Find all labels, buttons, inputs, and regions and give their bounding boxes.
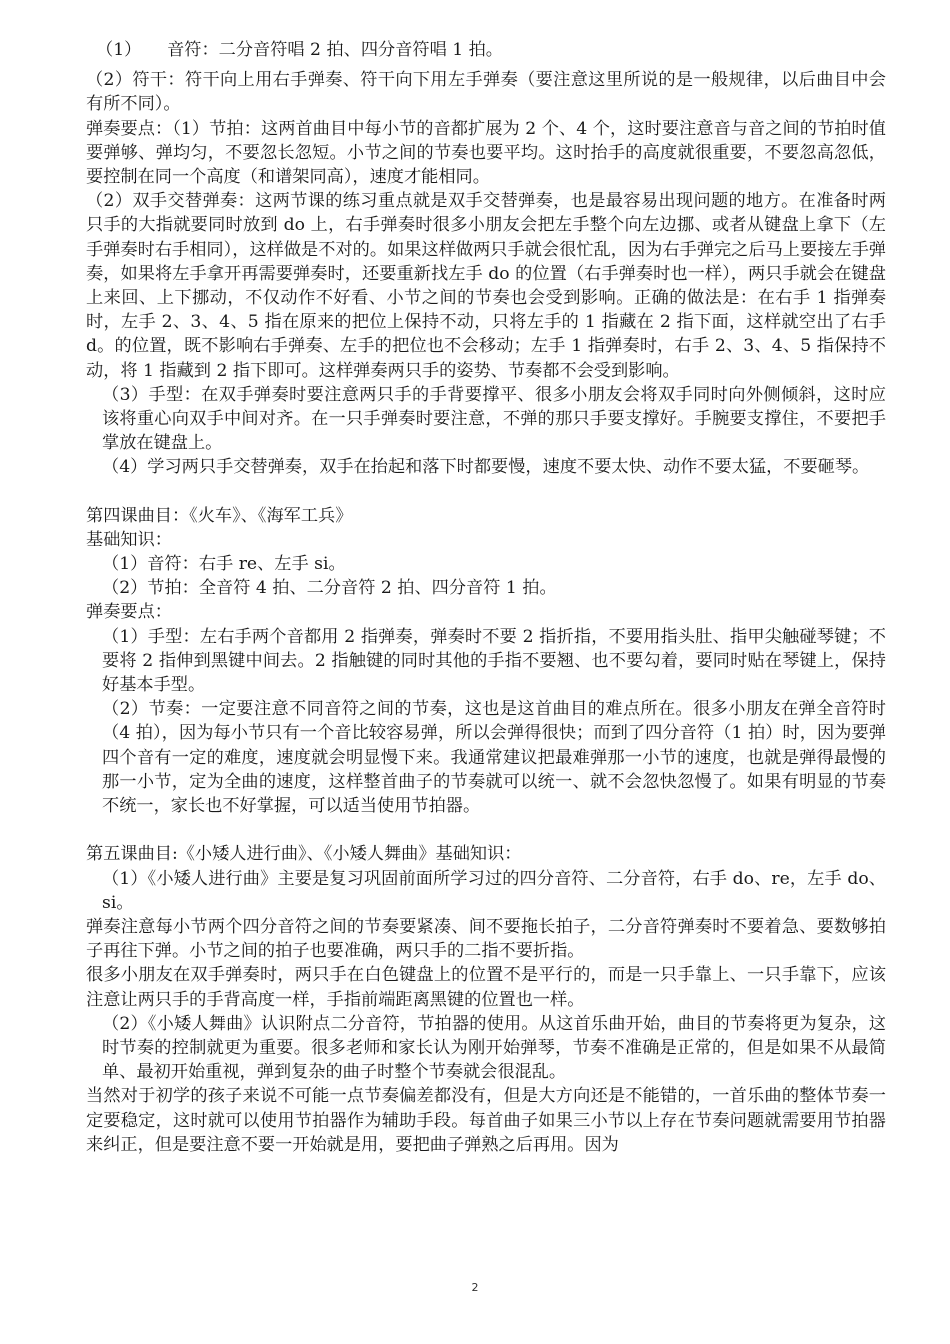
basic-knowledge-heading: 基础知识： <box>86 529 172 550</box>
paragraph-playing-attention: 弹奏注意每小节两个四分音符之间的节奏要紧凑、间不要拖长拍子，二分音符弹奏时不要着急、要数够拍子再往下弹。小节之间的拍子也要准确，两只手的二指不要折指。 <box>86 916 886 962</box>
lesson-5-heading: 第五课曲目:《小矮人进行曲》、《小矮人舞曲》基础知识： <box>86 844 522 865</box>
paragraph-dwarf-march: （1）《小矮人进行曲》主要是复习巩固前面所学习过的四分音符、二分音符，右手 do、re，左手 do、si。 <box>102 868 886 913</box>
page-number: 2 <box>471 1281 479 1294</box>
paragraph-lesson4-hand-shape: （1）手型：左右手两个音都用 2 指弹奏，弹奏时不要 2 指折指，不要用指头肚、指甲尖触碰琴键；不要将 2 指伸到黑键中间去。2 指触键的同时其他的手指不要翘、也不要勾着，要同时贴在琴键上，保持好基本手型。 <box>102 626 886 696</box>
paragraph-lesson4-rhythm: （2）节奏：一定要注意不同音符之间的节奏，这也是这首曲目的难点所在。很多小朋友在弹全音符时（4 拍），因为每小节只有一个音比较容易弹，所以会弹得很快；而到了四分音符（1 拍）时，因为要弹四个音有一定的难度，速度就会明显慢下来。我通常建议把最难弹那一小节的速度，也就是弹得最慢的那一小节，定为全曲的速度，这样整首曲子的节奏就可以统一、就不会忽快忽慢了。如果有明显的节奏不统一，家长也不好掌握，可以适当使用节拍器。 <box>102 699 886 817</box>
paragraph-notes-1: （1） 音符：二分音符唱 2 拍、四分音符唱 1 拍。 <box>96 40 503 60</box>
paragraph-key-points-beat: 弹奏要点：（1）节拍：这两首曲目中每小节的音都扩展为 2 个、4 个，这时要注意音与音之间的节拍时值要弹够、弹均匀，不要忽长忽短。小节之间的节奏也要平均。这时抬手的高度就很重要，不要忽高忽低，要控制在同一个高度（和谱架同高），速度才能相同。 <box>86 118 886 188</box>
document-page <box>86 38 886 1157</box>
paragraph-learning-alternate: （4）学习两只手交替弹奏，双手在抬起和落下时都要慢，速度不要太快、动作不要太猛，不要砸琴。 <box>102 457 870 478</box>
paragraph-hand-position: 很多小朋友在双手弹奏时，两只手在白色键盘上的位置不是平行的，而是一只手靠上、一只手靠下，应该注意让两只手的手背高度一样，手指前端距离黑键的位置也一样。 <box>86 965 886 1010</box>
paragraph-hand-shape: （3）手型：在双手弹奏时要注意两只手的手背要撑平、很多小朋友会将双手同时向外侧倾斜，这时应该将重心向双手中间对齐。在一只手弹奏时要注意，不弹的那只手要支撑好。手腕要支撑住，不要把手掌放在键盘上。 <box>102 384 886 454</box>
paragraph-stems-2: （2）符干：符干向上用右手弹奏、符干向下用左手弹奏（要注意这里所说的是一般规律，以后曲目中会有所不同）。 <box>86 70 886 115</box>
lesson-4-heading: 第四课曲目：《火车》、《海军工兵》 <box>86 505 353 526</box>
paragraph-lesson4-notes: （1）音符：右手 re、左手 si。 <box>102 554 346 575</box>
playing-points-heading: 弹奏要点： <box>86 602 172 623</box>
paragraph-metronome: 当然对于初学的孩子来说不可能一点节奏偏差都没有，但是大方向还是不能错的，一首乐曲的整体节奏一定要稳定，这时就可以使用节拍器作为辅助手段。每首曲子如果三小节以上存在节奏问题就需要用节拍器来纠正，但是要注意不要一开始就是用，要把曲子弹熟之后再用。因为 <box>86 1086 886 1155</box>
paragraph-alternating-hands: （2）双手交替弹奏：这两节课的练习重点就是双手交替弹奏，也是最容易出现问题的地方。在准备时两只手的大指就要同时放到 do 上，右手弹奏时很多小朋友会把左手整个向左边挪、或者从键盘上拿下（左手弹奏时右手相同），这样做是不对的。如果这样做两只手就会很忙乱，因为右手弹完之后马上要接左手弹奏，如果将左手拿开再需要弹奏时，还要重新找左手 do 的位置（右手弹奏时也一样），两只手就会在键盘上来回、上下挪动，不仅动作不好看、小节之间的节奏也会受到影响。正确的做法是：在右手 1 指弹奏时，左手 2、3、4、5 指在原来的把位上保持不动，只将左手的 1 指藏在 2 指下面，这样就空出了右手 d。的位置，既不影响右手弹奏、左手的把位也不会移动；左手 1 指弹奏时，右手 2、3、4、5 指保持不动，将 1 指藏到 2 指下即可。这样弹奏两只手的姿势、节奏都不会受到影响。 <box>86 191 886 381</box>
paragraph-lesson4-beats: （2）节拍：全音符 4 拍、二分音符 2 拍、四分音符 1 拍。 <box>102 578 557 599</box>
paragraph-dwarf-dance: （2）《小矮人舞曲》认识附点二分音符，节拍器的使用。从这首乐曲开始，曲目的节奏将更为复杂，这时节奏的控制就更为重要。很多老师和家长认为刚开始弹琴，节奏不准确是正常的，但是如果不从最简单、最初开始重视，弹到复杂的曲子时整个节奏就会很混乱。 <box>102 1013 886 1083</box>
